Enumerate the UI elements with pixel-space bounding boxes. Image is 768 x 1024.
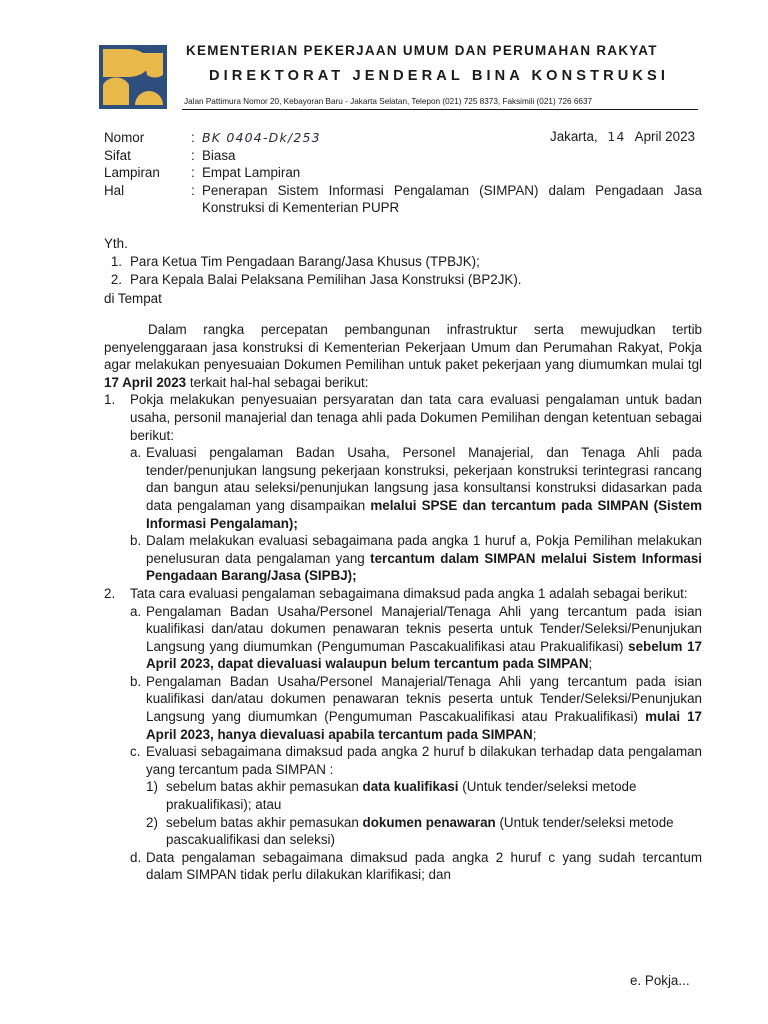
colon: : bbox=[191, 182, 195, 198]
addressee-place: di Tempat bbox=[104, 290, 162, 306]
list-item-2c-1: 1) sebelum batas akhir pemasukan data kualifikasi (Untuk tender/seleksi metode prakualifikasi); atau bbox=[146, 779, 637, 813]
hal-value: Penerapan Sistem Informasi Pengalaman (SIMPAN) dalam Pengadaan Jasa Konstruksi di Kementerian PUPR bbox=[202, 182, 702, 215]
list-item-2d: d. Data pengalaman sebagaimana dimaksud pada angka 2 huruf c yang sudah tercantum dalam SIMPAN tidak perlu dilakukan klarifikasi; dan bbox=[130, 849, 702, 883]
directorate-name: DIREKTORAT JENDERAL BINA KONSTRUKSI bbox=[209, 68, 669, 84]
list-item-2c: c. Evaluasi sebagaimana dimaksud pada angka 2 huruf b dilakukan terhadap data pengalaman yang tercantum pada SIMPAN : 1) sebelum batas akhir pemasukan data kualifikasi (Untuk tender/seleksi metode prakualifikasi); atau 2) sebelum batas akhir pemasukan dokumen penawaran (Untuk tender/seleksi metode pascakualifikasi dan seleksi) bbox=[130, 744, 702, 848]
addressee-item: 1. Para Ketua Tim Pengadaan Barang/Jasa Khusus (TPBJK); bbox=[110, 254, 480, 270]
colon: : bbox=[191, 130, 195, 145]
sifat-label: Sifat bbox=[104, 147, 131, 163]
sifat-value: Biasa bbox=[202, 147, 236, 163]
lampiran-value: Empat Lampiran bbox=[202, 165, 301, 180]
addressee-item: 2. Para Kepala Balai Pelaksana Pemilihan Jasa Konstruksi (BP2JK). bbox=[110, 272, 522, 288]
letterhead-divider bbox=[182, 109, 698, 110]
list-item-2c-2: 2) sebelum batas akhir pemasukan dokumen penawaran (Untuk tender/seleksi metode pascakualifikasi dan seleksi) bbox=[146, 814, 674, 848]
colon: : bbox=[191, 165, 195, 180]
addressee-block bbox=[104, 235, 522, 308]
meta-lampiran bbox=[104, 164, 702, 182]
yth-label: Yth. bbox=[104, 236, 128, 251]
list-item-1b: b. Dalam melakukan evaluasi sebagaimana pada angka 1 huruf a, Pokja Pemilihan melakukan penelusuran data pengalaman yang tercantum dalam SIMPAN melalui Sistem Informasi Pengadaan Barang/Jasa (SIPBJ); bbox=[130, 533, 702, 584]
lampiran-label: Lampiran bbox=[104, 165, 160, 180]
date-month-year: April 2023 bbox=[634, 129, 695, 144]
letter-body bbox=[104, 321, 702, 884]
meta-sifat bbox=[104, 147, 702, 165]
letter-date bbox=[550, 129, 695, 144]
date-city: Jakarta, bbox=[550, 129, 598, 144]
colon: : bbox=[191, 147, 195, 163]
pupr-logo bbox=[99, 45, 167, 109]
list-item-2b: b. Pengalaman Badan Usaha/Personel Manajerial/Tenaga Ahli yang tercantum pada isian kualifikasi dan/atau dokumen penawaran teknis peserta untuk Tender/Seleksi/Penunjukan Langsung yang diumumkan (Pengumuman Pascakualifikasi atau Prakualifikasi) mulai 17 April 2023, hanya dievaluasi apabila tercantum pada SIMPAN; bbox=[130, 673, 702, 742]
nomor-label: Nomor bbox=[104, 130, 145, 145]
list-item-2: 2. Tata cara evaluasi pengalaman sebagaimana dimaksud pada angka 1 adalah sebagai berikut: a. Pengalaman Badan Usaha/Personel Manajerial/Tenaga Ahli yang tercantum pada isian kualifikasi dan/atau dokumen penawaran teknis peserta untuk Tender/Seleksi/Penunjukan Langsung yang diumumkan (Pengumuman Pascakualifikasi atau Prakualifikasi) sebelum 17 April 2023, dapat dievaluasi walaupun belum tercantum pada SIMPAN; b. Pengalaman Badan Usaha/Personel Manajerial/Tenaga Ahli yang tercantum pada isian kualifikasi dan/atau dokumen penawaran teknis peserta untuk Tender/Seleksi/Penunjukan Langsung yang diumumkan (Pengumuman Pascakualifikasi atau Prakualifikasi) mulai 17 April 2023, hanya dievaluasi apabila tercantum pada SIMPAN; c. Evaluasi sebagaimana dimaksud pada angka 2 huruf b dilakukan terhadap data pengalaman yang tercantum pada SIMPAN : 1) sebelum batas akhir pemasukan data kualifikasi (Untuk tender/seleksi metode prakualifikasi); atau 2) sebelum batas akhir pemasukan dokumen penawaran (Untuk tender/seleksi metode pascakualifikasi dan seleksi) d. Data pengalaman sebagaimana dimaksud pada angka 2 huruf c yang sudah tercantum dalam SIMPAN tidak perlu dilakukan klarifikasi; dan bbox=[104, 585, 702, 883]
ministry-name: KEMENTERIAN PEKERJAAN UMUM DAN PERUMAHAN RAKYAT bbox=[186, 43, 658, 58]
nomor-value: BK 0404-Dk/253 bbox=[202, 130, 321, 145]
date-day: 14 bbox=[607, 129, 626, 144]
list-item-1a: a. Evaluasi pengalaman Badan Usaha, Personel Manajerial, dan Tenaga Ahli pada tender/penunjukan langsung pekerjaan konstruksi, pekerjaan konstruksi terintegrasi rancang dan bangun atau seleksi/penunjukan langsung jasa konsultansi konstruksi didasarkan pada data pengalaman yang disampaikan melalui SPSE dan tercantum pada SIMPAN (Sistem Informasi Pengalaman); bbox=[130, 445, 702, 531]
hal-label: Hal bbox=[104, 182, 125, 198]
intro-paragraph: Dalam rangka percepatan pembangunan infrastruktur serta mewujudkan tertib penyelenggaraan jasa konstruksi di Kementerian Pekerjaan Umum dan Perumahan Rakyat, Pokja agar melakukan penyesuaian Dokumen Pemilihan untuk paket pekerjaan yang diumumkan mulai tgl 17 April 2023 terkait hal-hal sebagai berikut: bbox=[104, 322, 702, 390]
list-item-2a: a. Pengalaman Badan Usaha/Personel Manajerial/Tenaga Ahli yang tercantum pada isian kualifikasi dan/atau dokumen penawaran teknis peserta untuk Tender/Seleksi/Penunjukan Langsung yang diumumkan (Pengumuman Pascakualifikasi atau Prakualifikasi) sebelum 17 April 2023, dapat dievaluasi walaupun belum tercantum pada SIMPAN; bbox=[130, 603, 702, 672]
page-continuation: e. Pokja... bbox=[630, 973, 690, 988]
meta-hal bbox=[104, 182, 702, 217]
list-item-1: 1. Pokja melakukan penyesuaian persyaratan dan tata cara evaluasi pengalaman untuk badan usaha, personil manajerial dan tenaga ahli pada Dokumen Pemilihan dengan ketentuan sebagai berikut: a. Evaluasi pengalaman Badan Usaha, Personel Manajerial, dan Tenaga Ahli pada tender/penunjukan langsung pekerjaan konstruksi, pekerjaan konstruksi terintegrasi rancang dan bangun atau seleksi/penunjukan langsung jasa konsultansi konstruksi didasarkan pada data pengalaman yang disampaikan melalui SPSE dan tercantum pada SIMPAN (Sistem Informasi Pengalaman); b. Dalam melakukan evaluasi sebagaimana pada angka 1 huruf a, Pokja Pemilihan melakukan penelusuran data pengalaman yang tercantum dalam SIMPAN melalui Sistem Informasi Pengadaan Barang/Jasa (SIPBJ); bbox=[104, 392, 702, 584]
letterhead-address: Jalan Pattimura Nomor 20, Kebayoran Baru - Jakarta Selatan, Telepon (021) 725 8373, Faksimili (021) 726 6637 bbox=[184, 97, 593, 106]
